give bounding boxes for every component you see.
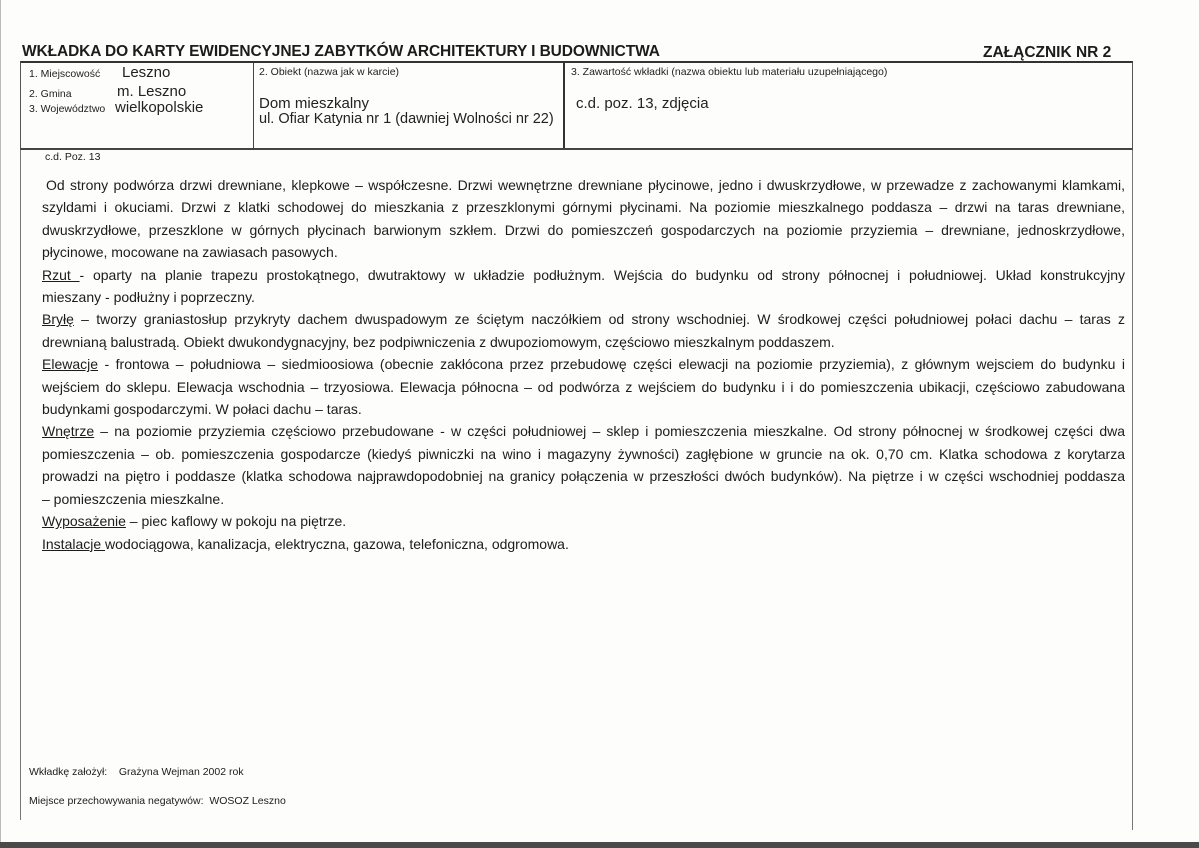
line-text: – piec kaflowy w pokoju na piętrze. bbox=[125, 513, 347, 530]
object-label: 2. Obiekt (nazwa jak w karcie) bbox=[259, 66, 400, 78]
line-text: pomieszczenia – ob. pomieszczenia gospodarcze (kiedyś piwniczki na wino i magazyny żywności) zagłębione w gruncie na ok. 0,70 cm. Klatka schodowa z korytarza bbox=[42, 445, 1125, 462]
contents-label: 3. Zawartość wkładki (nazwa obiektu lub materiału uzupełniającego) bbox=[571, 66, 888, 78]
author-line bbox=[29, 766, 244, 778]
contents-value: c.d. poz. 13, zdjęcia bbox=[576, 95, 709, 112]
line-text: prowadzi na piętro i poddasze (klatka schodowa najprawdopodobniej na granicy połączenia w przeszłości dwóch budynków). Na piętrze i w części wschodniej poddasza bbox=[42, 468, 1125, 485]
paragraph-line bbox=[42, 196, 1125, 218]
line-text: - frontowa – południowa – siedmioosiowa (obecnie zakłócona przez przebudowę części elewacji na poziomie przyziemia), z głównym wejsciem do budynku i bbox=[98, 356, 1125, 373]
place-value: Leszno bbox=[122, 64, 171, 81]
line-text: - oparty na planie trapezu prostokątnego, dwutraktowy w układzie podłużnym. Wejścia do budynku od strony północnej i południowej. Układ konstrukcyjny bbox=[79, 266, 1125, 283]
section-reference: c.d. Poz. 13 bbox=[45, 151, 101, 163]
section-heading: Elewacje bbox=[42, 356, 99, 373]
object-name: Dom mieszkalny bbox=[259, 95, 370, 112]
section-heading: Bryłę bbox=[42, 311, 74, 328]
line-text: – pomieszczenia mieszkalne. bbox=[42, 490, 225, 507]
section-heading: Wnętrze bbox=[42, 423, 95, 440]
paragraph-line bbox=[42, 420, 1125, 442]
section-heading: Wyposażenie bbox=[42, 513, 126, 530]
author-value: Grażyna Wejman 2002 rok bbox=[118, 766, 244, 778]
paragraph-line bbox=[42, 331, 1125, 353]
paragraph-line bbox=[42, 308, 1125, 330]
section-heading: Instalacje bbox=[42, 535, 106, 552]
line-text: Od strony podwórza drzwi drewniane, klepkowe – współczesne. Drzwi wewnętrzne drewniane płycinowe, jedno i dwuskrzydłowe, w przewadze z zachowanymi klamkami, bbox=[46, 177, 1125, 193]
paragraph-line bbox=[42, 443, 1125, 465]
location-cell bbox=[21, 63, 254, 148]
paragraph-line bbox=[42, 488, 1125, 510]
description-text bbox=[42, 174, 1125, 555]
paragraph-line bbox=[42, 264, 1125, 286]
paragraph-line bbox=[42, 533, 1125, 555]
paragraph-line bbox=[42, 219, 1125, 241]
paragraph bbox=[42, 264, 1125, 309]
header-table bbox=[20, 61, 1133, 150]
line-text: mieszany - podłużny i poprzeczny. bbox=[42, 289, 255, 306]
paragraph bbox=[42, 510, 1125, 532]
body-border-right bbox=[1132, 150, 1133, 830]
paragraph bbox=[42, 353, 1125, 420]
section-heading: Rzut bbox=[42, 266, 80, 283]
paragraph-line bbox=[42, 241, 1125, 263]
paragraph-line bbox=[42, 286, 1125, 308]
negatives-value: WOSOZ Leszno bbox=[209, 795, 286, 807]
body-border-left bbox=[20, 150, 21, 820]
object-address: ul. Ofiar Katynia nr 1 (dawniej Wolności nr 22) bbox=[259, 111, 554, 127]
line-text: wodociągowa, kanalizacja, elektryczna, gazowa, telefoniczna, odgromowa. bbox=[105, 535, 569, 552]
paragraph bbox=[42, 308, 1125, 353]
line-text: – na poziomie przyziemia częściowo przebudowane - w części południowej – sklep i pomieszczenia mieszkalne. Od strony północnej w środkowej części dwa bbox=[94, 423, 1125, 440]
voivodeship-label: 3. Województwo bbox=[29, 103, 106, 115]
annex-number: ZAŁĄCZNIK NR 2 bbox=[983, 44, 1112, 61]
paragraph bbox=[42, 174, 1125, 264]
object-cell bbox=[253, 63, 565, 148]
line-text: szyldami i okuciami. Drzwi z klatki schodowej do mieszkania z przeszklonymi górnymi płycinami. Na poziomie mieszkalnego poddasza – drzwi na taras drewniane, bbox=[42, 199, 1125, 216]
voivodeship-value: wielkopolskie bbox=[115, 99, 204, 116]
paragraph-line bbox=[42, 398, 1125, 420]
commune-label: 2. Gmina bbox=[29, 88, 72, 100]
commune-value: m. Leszno bbox=[117, 83, 187, 100]
place-label: 1. Miejscowość bbox=[29, 68, 101, 80]
line-text: płycinowe, mocowane na zawiasach pasowych. bbox=[42, 244, 338, 261]
paragraph bbox=[42, 420, 1125, 510]
contents-cell bbox=[565, 63, 1132, 148]
document-title: WKŁADKA DO KARTY EWIDENCYJNEJ ZABYTKÓW ARCHITEKTURY I BUDOWNICTWA bbox=[22, 43, 660, 60]
paragraph-line bbox=[42, 174, 1125, 196]
scan-edge bbox=[0, 842, 1199, 848]
line-text: budynkami gospodarczymi. W połaci dachu – taras. bbox=[42, 401, 362, 418]
negatives-line bbox=[29, 795, 286, 807]
paragraph-line bbox=[42, 465, 1125, 487]
line-text: drewnianą balustradą. Obiekt dwukondygnacyjny, bez podpiwniczenia z dwupoziomowym, częściowo mieszkalnym poddaszem. bbox=[42, 333, 835, 350]
line-text: wejściem do sklepu. Elewacja wschodnia – trzyosiowa. Elewacja północna – od podwórza z wejściem do budynku i i do pomieszczenia ubikacji, częściowo zabudowana bbox=[42, 378, 1125, 395]
negatives-label: Miejsce przechowywania negatywów: bbox=[29, 795, 204, 807]
paragraph bbox=[42, 533, 1125, 555]
paragraph-line bbox=[42, 353, 1125, 375]
author-label: Wkładkę założył: bbox=[29, 766, 108, 778]
line-text: dwuskrzydłowe, przeszklone w górnych płycinach barwionym szkłem. Drzwi do pomieszczeń gospodarczych na poziomie przyziemia – drewniane, jednoskrzydłowe, bbox=[42, 221, 1125, 238]
scan-edge bbox=[0, 0, 1, 848]
paragraph-line bbox=[42, 376, 1125, 398]
line-text: – tworzy graniastosłup przykryty dachem dwuspadowym ze ściętym naczółkiem od strony wschodniej. W środkowej części południowej połaci dachu – taras z bbox=[73, 311, 1125, 328]
paragraph-line bbox=[42, 510, 1125, 532]
